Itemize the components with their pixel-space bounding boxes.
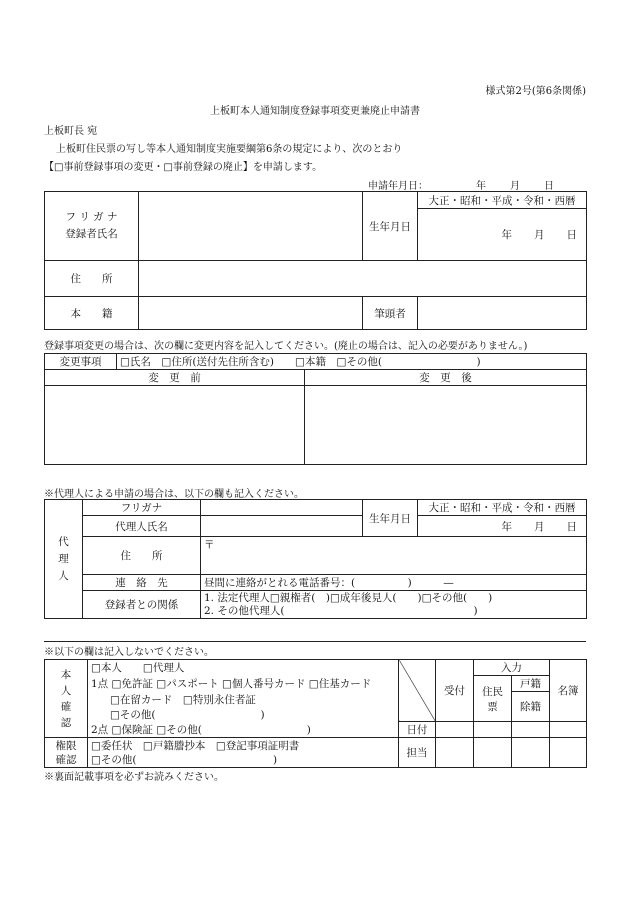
application-date — [368, 177, 554, 192]
registrant-honseki-field[interactable] — [139, 297, 363, 330]
registrant-birth-month: 月 — [534, 229, 545, 241]
registrant-era-options[interactable]: 大正・昭和・平成・令和・西暦 — [418, 192, 587, 209]
date-koseki-cell[interactable] — [512, 722, 550, 738]
identity-char-1: 本 — [60, 668, 72, 681]
change-item-label: 変更事項 — [45, 354, 117, 370]
application-date-month: 月 — [510, 181, 520, 192]
application-date-year: 年 — [476, 181, 486, 192]
registrant-birth-day: 日 — [566, 229, 577, 241]
registrant-address-field[interactable] — [139, 261, 587, 297]
agent-birth-month: 月 — [534, 520, 545, 533]
registrant-birth-year: 年 — [501, 229, 512, 241]
agent-name-label: 代理人氏名 — [83, 516, 201, 537]
date-label: 日付 — [399, 722, 436, 738]
agent-contact-label: 連 絡 先 — [83, 575, 201, 591]
agent-birth-label: 生年月日 — [363, 500, 418, 537]
registrant-birth-label: 生年月日 — [363, 192, 418, 261]
agent-birth-year: 年 — [501, 520, 512, 533]
agent-era-options[interactable]: 大正・昭和・平成・令和・西暦 — [418, 500, 587, 516]
identity-char-3: 確 — [60, 700, 72, 713]
registrant-hittousha-label: 筆頭者 — [363, 297, 418, 330]
identity-line-2[interactable]: 1点 □免許証 □パスポート □個人番号カード □住基カード — [88, 676, 399, 692]
registrant-name-field[interactable] — [139, 192, 363, 261]
agent-birth-field[interactable] — [418, 516, 587, 537]
date-juminhyo-cell[interactable] — [474, 722, 512, 738]
registrant-birth-field[interactable] — [418, 209, 587, 261]
authority-label-1: 権限 — [55, 739, 77, 752]
agent-side-char-1: 代 — [58, 535, 69, 548]
registrant-honseki-label: 本 籍 — [45, 297, 139, 330]
change-note: 登録事項変更の場合は、次の欄に変更内容を記入してください。(廃止の場合は、記入の必要がありません。) — [44, 341, 528, 352]
identity-line-3[interactable]: □在留カード □特別永住者証 — [88, 692, 399, 707]
received-label: 受付 — [436, 660, 474, 722]
agent-side-char-2: 理 — [58, 552, 69, 565]
change-after-label: 変 更 後 — [305, 370, 587, 386]
agent-relation-line-2[interactable]: 2. その他代理人( ) — [204, 604, 478, 617]
tantou-juminhyo-cell[interactable] — [474, 738, 512, 768]
meibo-label: 名簿 — [550, 660, 587, 722]
footer-note: ※裏面記載事項を必ずお読みください。 — [44, 772, 224, 783]
identity-char-2: 人 — [60, 684, 72, 697]
agent-relation-field[interactable] — [201, 591, 587, 619]
tantou-meibo-cell[interactable] — [550, 738, 587, 768]
identity-line-5[interactable]: 2点 □保険証 □その他( ) — [88, 722, 399, 738]
tantou-received-cell[interactable] — [436, 738, 474, 768]
authority-options[interactable] — [88, 738, 399, 768]
authority-line-2[interactable]: □その他( ) — [91, 753, 278, 766]
office-separator — [44, 641, 586, 642]
identity-char-4: 認 — [60, 716, 72, 729]
authority-label-2: 確認 — [55, 753, 77, 766]
postal-mark: 〒 — [204, 539, 215, 551]
form-title: 上板町本人通知制度登録事項変更兼廃止申請書 — [210, 106, 420, 117]
identity-label — [45, 660, 88, 738]
input-label: 入力 — [474, 660, 550, 676]
application-date-day: 日 — [544, 181, 554, 192]
juminhyo-label: 住民票 — [474, 676, 512, 722]
authority-line-1[interactable]: □委任状 □戸籍謄抄本 □登記事項証明書 — [91, 739, 300, 752]
office-diagonal-cell — [399, 660, 436, 722]
tantou-label: 担当 — [399, 738, 436, 768]
addressee: 上板町長 宛 — [44, 126, 98, 137]
date-meibo-cell[interactable] — [550, 722, 587, 738]
registrant-name-label-cell — [45, 192, 139, 261]
agent-side-char-3: 人 — [58, 569, 69, 582]
office-note: ※以下の欄は記入しないでください。 — [44, 647, 214, 658]
agent-furigana-label: フリガナ — [83, 500, 201, 516]
registrant-address-label: 住 所 — [45, 261, 139, 297]
joseki-label: 除籍 — [512, 692, 550, 722]
agent-relation-line-1[interactable]: 1. 法定代理人□親権者( )□成年後見人( )□その他( ) — [204, 591, 493, 604]
change-table — [44, 353, 587, 465]
agent-contact-field[interactable]: 昼間に連絡がとれる電話番号：( ) — — [201, 575, 587, 591]
change-after-field[interactable] — [305, 386, 587, 465]
change-item-options[interactable]: □氏名 □住所(送付先住所含む) □本籍 □その他( ) — [117, 354, 587, 370]
agent-birth-day: 日 — [566, 520, 577, 533]
registrant-name-label: 登録者氏名 — [65, 228, 118, 240]
change-before-label: 変 更 前 — [45, 370, 305, 386]
office-table — [44, 659, 587, 768]
registrant-furigana-label: フ リ ガ ナ — [65, 211, 118, 223]
agent-furigana-field[interactable] — [201, 500, 363, 516]
intro-line-1: 上板町住民票の写し等本人通知制度実施要綱第6条の規定により、次のとおり — [56, 144, 403, 155]
registrant-hittousha-field[interactable] — [418, 297, 587, 330]
agent-note: ※代理人による申請の場合は、以下の欄も記入ください。 — [44, 489, 304, 500]
change-before-field[interactable] — [45, 386, 305, 465]
agent-relation-label: 登録者との関係 — [83, 591, 201, 619]
agent-name-field[interactable] — [201, 516, 363, 537]
application-date-label: 申請年月日： — [368, 181, 428, 192]
identity-line-1[interactable]: □本人 □代理人 — [88, 660, 399, 676]
intro-line-2: 【□事前登録事項の変更・□事前登録の廃止】を申請します。 — [44, 162, 323, 173]
agent-side-label — [45, 500, 83, 619]
registrant-table — [44, 191, 587, 330]
authority-label — [45, 738, 88, 768]
agent-address-label: 住 所 — [83, 537, 201, 575]
identity-line-4[interactable]: □その他( ) — [88, 707, 399, 722]
date-received-cell[interactable] — [436, 722, 474, 738]
agent-address-field[interactable] — [201, 537, 587, 575]
agent-table — [44, 499, 587, 619]
form-number: 様式第2号(第6条関係) — [485, 86, 586, 97]
tantou-koseki-cell[interactable] — [512, 738, 550, 768]
koseki-label: 戸籍 — [512, 676, 550, 692]
